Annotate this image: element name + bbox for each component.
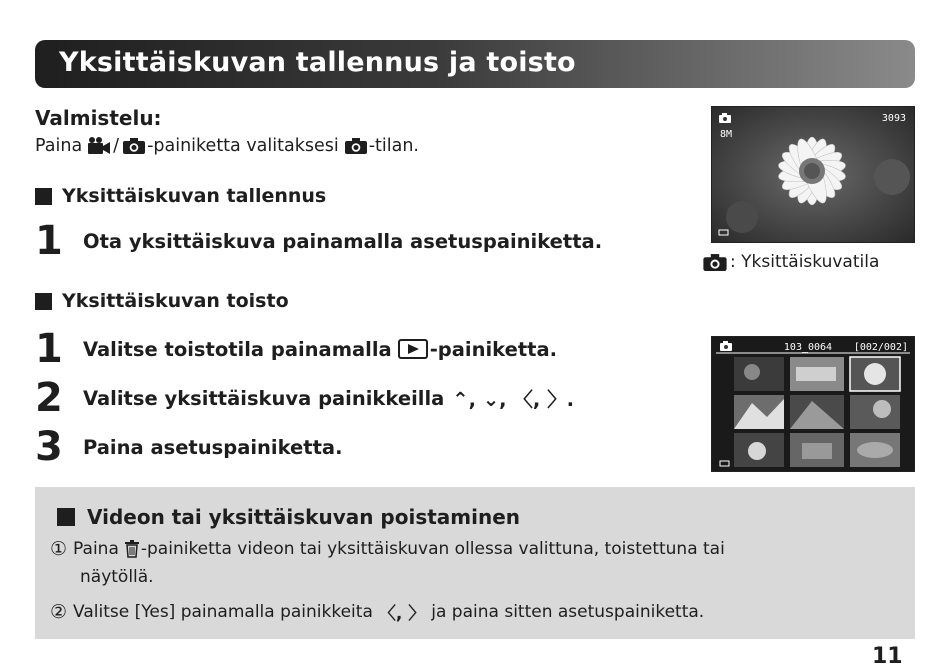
section-header-bar: [35, 40, 915, 88]
step-number: 1: [35, 218, 63, 264]
square-bullet-icon: [35, 293, 52, 310]
delete-item-1: [50, 538, 725, 560]
step-text: Paina asetuspainiketta.: [83, 435, 343, 459]
folder-label: 103_0064: [783, 342, 833, 353]
step-text: Ota yksittäiskuva painamalla asetuspainiketta.: [83, 229, 603, 253]
step-text-after: -painiketta.: [429, 337, 558, 361]
item-text-before: Valitse [Yes] painamalla painikkeita: [73, 601, 373, 622]
size-label: 8M: [720, 129, 733, 140]
caption-text: : Yksittäiskuvatila: [730, 252, 880, 272]
item-text-before: Paina: [73, 539, 119, 559]
image-counter: [002/002]: [853, 342, 908, 353]
step-text: [83, 384, 574, 412]
step-text-main: Valitse yksittäiskuva painikkeilla: [83, 386, 445, 410]
camera-icon: [122, 137, 146, 155]
delete-heading-text: Videon tai yksittäiskuvan poistaminen: [87, 505, 521, 529]
camera-icon: [344, 137, 368, 155]
item-text-after: -painiketta videon tai yksittäiskuvan ollessa valittuna, toistettuna tai: [140, 539, 725, 559]
playback-step-1: [35, 326, 557, 372]
single-photo-screen: [711, 106, 915, 243]
direction-arrows: 〈, 〉: [378, 604, 426, 624]
step-number: 2: [35, 375, 63, 421]
direction-arrows: ⌃, ⌄, 〈, 〉.: [452, 388, 574, 411]
step-text: [83, 338, 557, 361]
play-button-icon: [398, 339, 428, 359]
step-number: 1: [35, 326, 63, 372]
delete-info-box: [35, 487, 915, 639]
preparation-text: [35, 136, 419, 156]
playback-heading-text: Yksittäiskuvan toisto: [62, 290, 289, 312]
playback-step-3: [35, 424, 343, 470]
prep-text-before: Paina: [35, 136, 83, 156]
trash-icon: [124, 540, 140, 558]
recording-heading: [35, 185, 326, 207]
item-marker: ①: [50, 538, 68, 560]
delete-heading: [57, 505, 520, 529]
recording-step-1: [35, 218, 602, 264]
page-number: 11: [872, 644, 903, 669]
delete-item-1-continuation: näytöllä.: [80, 567, 154, 587]
square-bullet-icon: [57, 508, 75, 526]
step-text-before: Valitse toistotila painamalla: [83, 337, 392, 361]
square-bullet-icon: [35, 188, 52, 205]
recording-heading-text: Yksittäiskuvan tallennus: [62, 185, 327, 207]
video-camera-icon: [87, 137, 111, 155]
playback-heading: [35, 290, 289, 312]
item-marker: ②: [50, 600, 68, 623]
item-text-after: ja paina sitten asetuspainiketta.: [431, 601, 705, 622]
camera-icon: [702, 253, 728, 272]
step-number: 3: [35, 424, 63, 470]
thumbnail-index-screen: [711, 336, 915, 472]
photo-caption: [702, 252, 879, 272]
shots-remaining: 3093: [881, 113, 906, 124]
preparation-label: Valmistelu:: [35, 106, 162, 130]
page-title: Yksittäiskuvan tallennus ja toisto: [59, 47, 576, 78]
delete-item-2: [50, 599, 704, 624]
prep-text-middle: -painiketta valitaksesi: [147, 136, 339, 156]
playback-step-2: [35, 375, 574, 421]
prep-text-after: -tilan.: [368, 136, 419, 156]
prep-separator: /: [113, 136, 120, 156]
